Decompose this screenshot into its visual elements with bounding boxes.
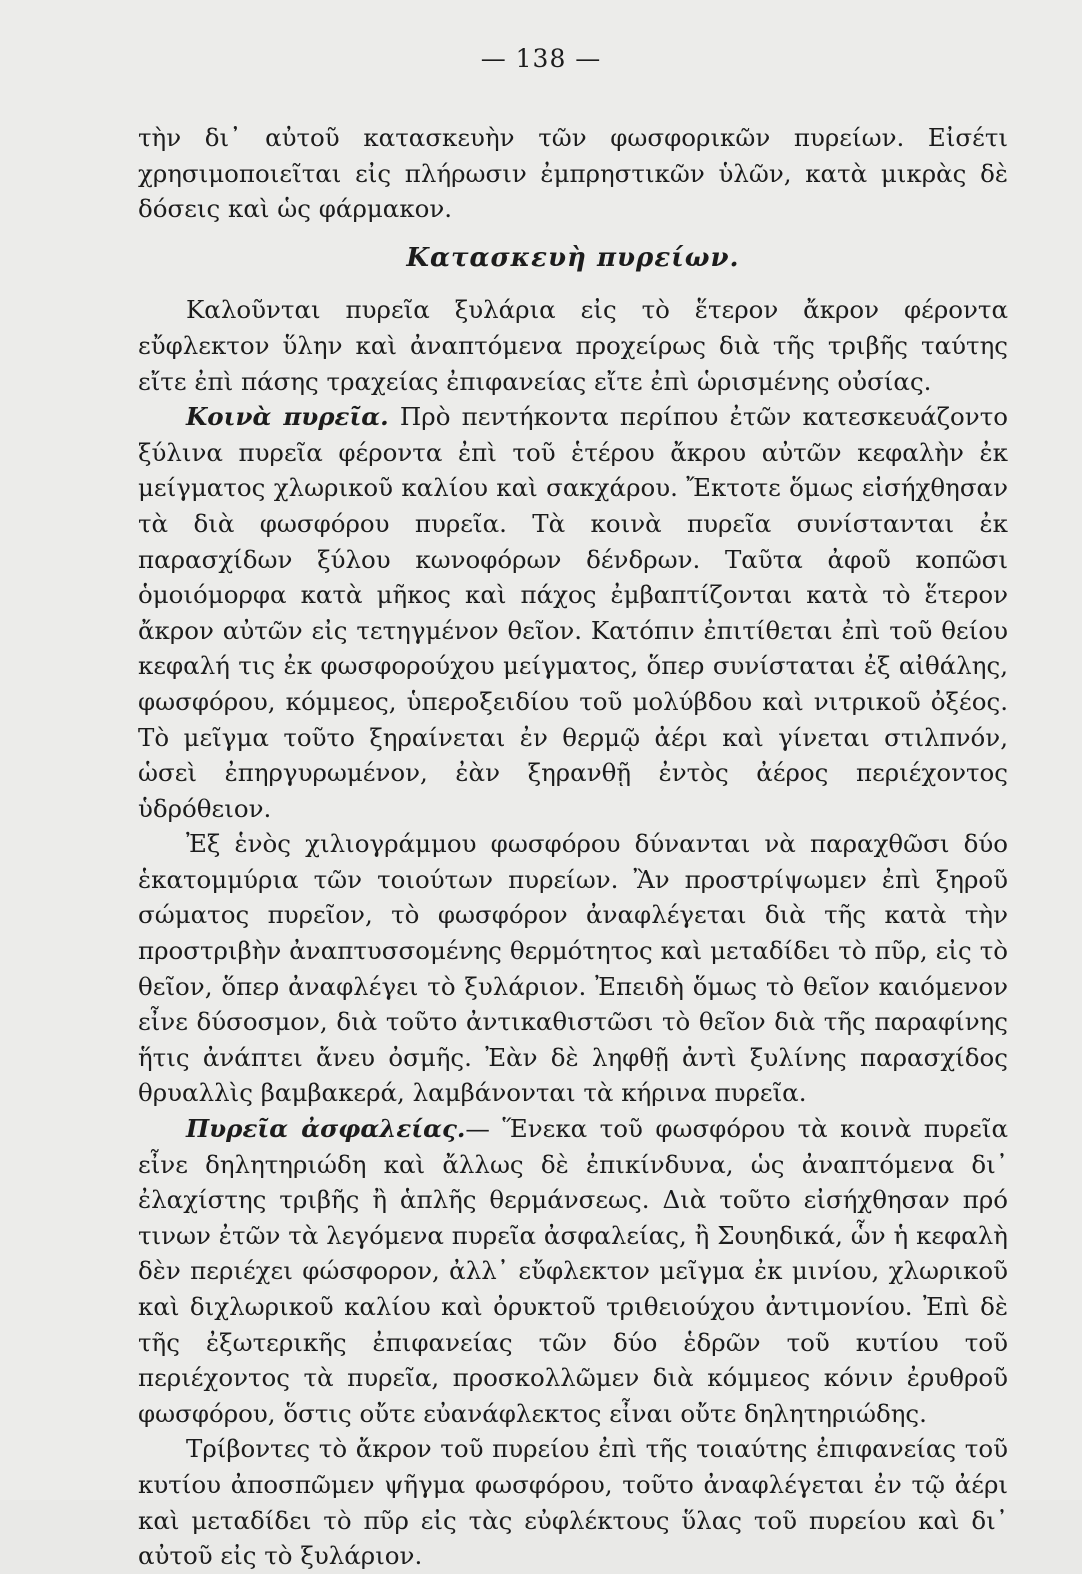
body-text [138,120,1008,1574]
paragraph-intro: τὴν δι᾽ αὐτοῦ κατασκευὴν τῶν φωσφορικῶν πυρείων. Εἰσέτι χρησιμοποιεῖται εἰς πλήρωσιν ἐμπρηστικῶν ὑλῶν, κατὰ μικρὰς δὲ δόσεις καὶ ὡς φάρμακον. [138,123,1008,224]
paragraph-definition: Καλοῦνται πυρεῖα ξυλάρια εἰς τὸ ἕτερον ἄκρον φέροντα εὔφλεκτον ὕλην καὶ ἀναπτόμενα προχείρως διὰ τῆς τριβῆς ταύτης εἴτε ἐπὶ πάσης τραχείας ἐπιφανείας εἴτε ἐπὶ ὡρισμένης οὐσίας. [138,295,1008,396]
paragraph-phosphorus-yield: Ἐξ ἑνὸς χιλιογράμμου φωσφόρου δύνανται νὰ παραχθῶσι δύο ἑκατομμύρια τῶν τοιούτων πυρείων. Ἂν προστρίψωμεν ἐπὶ ξηροῦ σώματος πυρεῖον, τὸ φωσφόρον ἀναφλέγεται διὰ τῆς κατὰ τὴν προστριβὴν ἀναπτυσσομένης θερμότητος καὶ μεταδίδει τὸ πῦρ, εἰς τὸ θεῖον, ὅπερ ἀναφλέγει τὸ ξυλάριον. Ἐπειδὴ ὅμως τὸ θεῖον καιόμενον εἶνε δύσοσμον, διὰ τοῦτο ἀντικαθιστῶσι τὸ θεῖον διὰ τῆς παραφίνης ἥτις ἀνάπτει ἄνευ ὀσμῆς. Ἐὰν δὲ ληφθῇ ἀντὶ ξυλίνης παρασχίδος θρυαλλὶς βαμβακερά, λαμβάνονται τὰ κήρινα πυρεῖα. [138,829,1008,1108]
subheading-safety-matches: Πυρεῖα ἀσφαλείας. [186,1114,466,1144]
subheading-common-matches: Κοινὰ πυρεῖα. [186,402,389,432]
page-number: — 138 — [480,44,602,73]
section-heading: Κατασκευὴ πυρείων. [406,242,740,273]
paragraph-safety-matches [138,1111,1008,1431]
paragraph-safety-matches-text: — Ἕνεκα τοῦ φωσφόρου τὰ κοινὰ πυρεῖα εἶνε δηλητηριώδη καὶ ἄλλως δὲ ἐπικίνδυνα, ὡς ἀναπτόμενα δι᾽ ἐλαχίστης τριβῆς ἢ ἁπλῆς θερμάνσεως. Διὰ τοῦτο εἰσήχθησαν πρό τινων ἐτῶν τὰ λεγόμενα πυρεῖα ἀσφαλείας, ἢ Σουηδικά, ὧν ἡ κεφαλὴ δὲν περιέχει φώσφορον, ἀλλ᾽ εὔφλεκτον μεῖγμα ἐκ μινίου, χλωρικοῦ καὶ διχλωρικοῦ καλίου καὶ ὀρυκτοῦ τριθειούχου ἀντιμονίου. Ἐπὶ δὲ τῆς ἐξωτερικῆς ἐπιφανείας τῶν δύο ἑδρῶν τοῦ κυτίου τοῦ περιέχοντος τὰ πυρεῖα, προσκολλῶμεν διὰ κόμμεος κόνιν ἐρυθροῦ φωσφόρου, ὅστις οὔτε εὐανάφλεκτος εἶναι οὔτε δηλητηριώδης. [138,1114,1008,1428]
paragraph-striking: Τρίβοντες τὸ ἄκρον τοῦ πυρείου ἐπὶ τῆς τοιαύτης ἐπιφανείας τοῦ κυτίου ἀποσπῶμεν ψῆγμα φωσφόρου, τοῦτο ἀναφλέγεται ἐν τῷ ἀέρι καὶ μεταδίδει τὸ πῦρ εἰς τὰς εὐφλέκτους ὕλας τοῦ πυρείου καὶ δι᾽ αὐτοῦ εἰς τὸ ξυλάριον. [138,1434,1008,1571]
paragraph-common-matches [138,399,1008,826]
paragraph-common-matches-text: Πρὸ πεντήκοντα περίπου ἐτῶν κατεσκευάζοντο ξύλινα πυρεῖα φέροντα ἐπὶ τοῦ ἑτέρου ἄκρου αὐτῶν κεφαλὴν ἐκ μείγματος χλωρικοῦ καλίου καὶ σακχάρου. Ἔκτοτε ὅμως εἰσήχθησαν τὰ διὰ φωσφόρου πυρεῖα. Τὰ κοινὰ πυρεῖα συνίστανται ἐκ παρασχίδων ξύλου κωνοφόρων δένδρων. Ταῦτα ἀφοῦ κοπῶσι ὁμοιόμορφα κατὰ μῆκος καὶ πάχος ἐμβαπτίζονται κατὰ τὸ ἕτερον ἄκρον αὐτῶν εἰς τετηγμένον θεῖον. Κατόπιν ἐπιτίθεται ἐπὶ τοῦ θείου κεφαλή τις ἐκ φωσφορούχου μείγματος, ὅπερ συνίσταται ἐξ αἰθάλης, φωσφόρου, κόμμεος, ὑπεροξειδίου τοῦ μολύβδου καὶ νιτρικοῦ ὀξέος. Τὸ μεῖγμα τοῦτο ξηραίνεται ἐν θερμῷ ἀέρι καὶ γίνεται στιλπνόν, ὡσεὶ ἐπηργυρωμένον, ἐὰν ξηρανθῇ ἐντὸς ἀέρος περιέχοντος ὑδρόθειον. [138,402,1008,823]
